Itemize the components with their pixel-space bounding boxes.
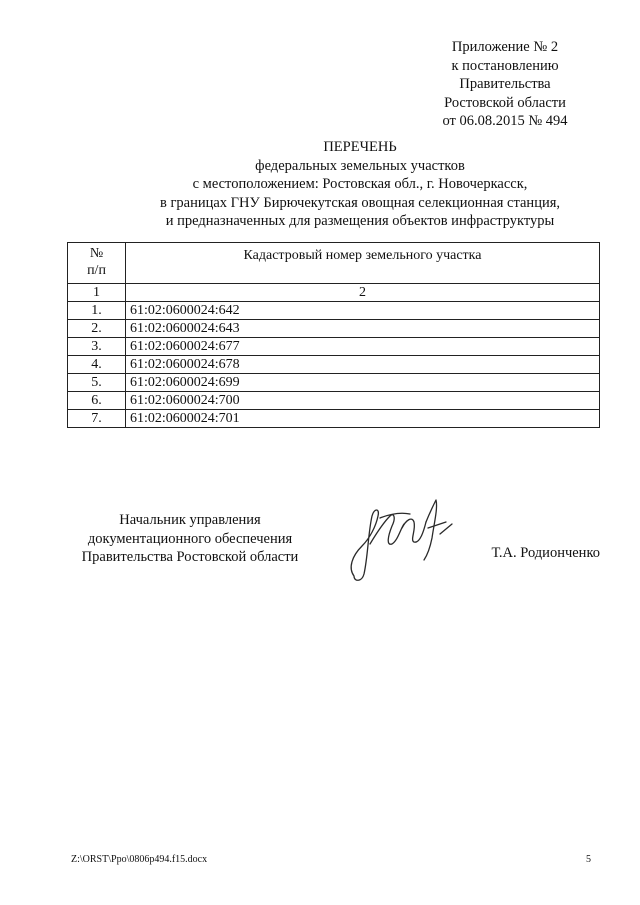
parcels-table xyxy=(67,242,600,428)
row-number: 2. xyxy=(68,320,126,338)
column-header-number-symbol: № xyxy=(89,246,104,261)
row-number: 1. xyxy=(68,302,126,320)
row-number: 3. xyxy=(68,338,126,356)
cadastral-number: 61:02:0600024:678 xyxy=(126,356,600,374)
page-number: 5 xyxy=(586,854,591,865)
handwritten-signature xyxy=(340,494,460,589)
document-title: ПЕРЕЧЕНЬ xyxy=(323,139,397,155)
appendix-block xyxy=(380,38,630,131)
signatory-position-line: Начальник управления xyxy=(119,512,261,528)
column-header-cadastral: Кадастровый номер земельного участка xyxy=(126,243,600,284)
appendix-line: Приложение № 2 xyxy=(451,39,559,55)
heading-line: федеральных земельных участков xyxy=(255,157,465,174)
appendix-line: к постановлению xyxy=(451,57,559,74)
cadastral-number: 61:02:0600024:700 xyxy=(126,392,600,410)
signatory-position-line: Правительства Ростовской области xyxy=(81,549,299,565)
signatory-position xyxy=(70,511,310,567)
column-header-number-sub: п/п xyxy=(87,263,106,278)
appendix-line: Правительства xyxy=(459,76,551,92)
table-row xyxy=(68,374,600,392)
cadastral-number: 61:02:0600024:677 xyxy=(126,338,600,356)
heading-line: в границах ГНУ Бирючекутская овощная селекционная станция, xyxy=(159,194,561,211)
signature-icon xyxy=(340,494,460,589)
table-row xyxy=(68,338,600,356)
cadastral-number: 61:02:0600024:643 xyxy=(126,320,600,338)
row-number: 4. xyxy=(68,356,126,374)
heading-line: с местоположением: Ростовская обл., г. Новочеркасск, xyxy=(192,176,528,192)
table-index-row xyxy=(68,284,600,302)
index-cell: 2 xyxy=(126,284,600,302)
cadastral-number: 61:02:0600024:699 xyxy=(126,374,600,392)
footer-file-path: Z:\ORST\Ppo\0806p494.f15.docx xyxy=(71,854,208,865)
cadastral-number: 61:02:0600024:642 xyxy=(126,302,600,320)
table-row xyxy=(68,302,600,320)
index-cell: 1 xyxy=(68,284,126,302)
cadastral-number: 61:02:0600024:701 xyxy=(126,410,600,428)
appendix-line: от 06.08.2015 № 494 xyxy=(442,113,568,129)
document-heading xyxy=(50,138,640,231)
table-row xyxy=(68,320,600,338)
column-header-number xyxy=(68,243,126,284)
table-row xyxy=(68,392,600,410)
row-number: 5. xyxy=(68,374,126,392)
signatory-name: Т.А. Родионченко xyxy=(491,545,600,561)
heading-line: и предназначенных для размещения объектов инфраструктуры xyxy=(165,213,555,229)
appendix-line: Ростовской области xyxy=(444,94,566,111)
signatory-position-line: документационного обеспечения xyxy=(87,530,293,547)
row-number: 6. xyxy=(68,392,126,410)
row-number: 7. xyxy=(68,410,126,428)
table-row xyxy=(68,356,600,374)
table-header-row xyxy=(68,243,600,284)
table-row xyxy=(68,410,600,428)
